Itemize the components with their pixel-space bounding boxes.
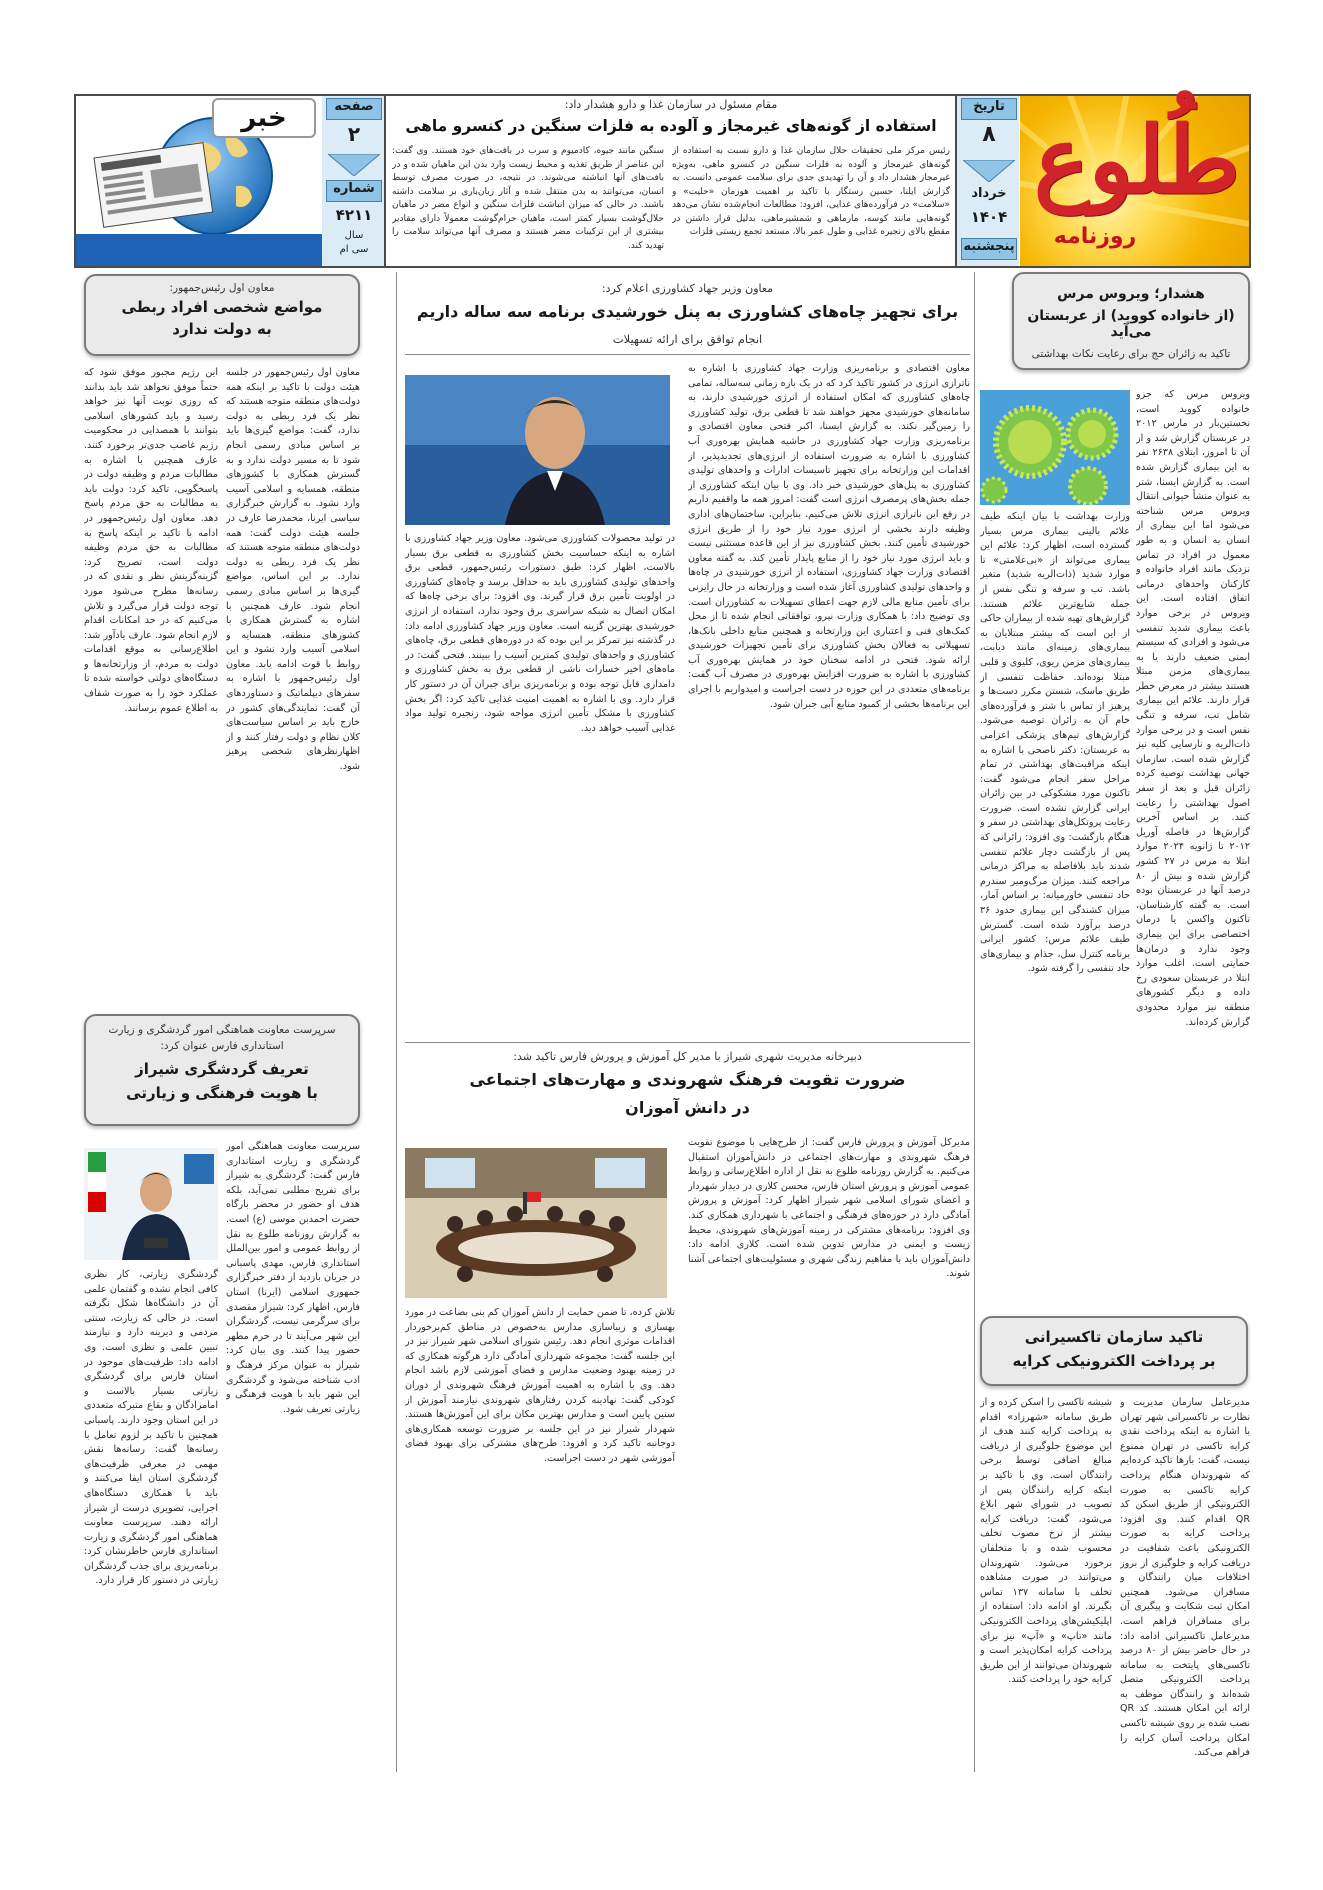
solar-subtitle: انجام توافق برای ارائه تسهیلات: [612, 332, 763, 346]
date-month: خرداد: [971, 186, 1007, 201]
education-kicker: دبیرخانه مدیریت شهری شیراز با مدیر کل آموزش و پرورش فارس تاکید شد:: [513, 1050, 862, 1063]
taxi-col-a: مدیرعامل سازمان مدیریت و نظارت بر تاکسیرانی شهر تهران با اشاره به اینکه پرداخت نقدی کرایه تاکسی در تهران ممنوع نیست، گفت: بارها تاکید کرده‌ایم که شهروندان هنگام پرداخت کرایه تاکسی به صورت الکترونیکی از طریق اسکن کد QR اقدام کنند. وی افزود: پرداخت کرایه به صورت الکترونیکی باعث شفافیت در دریافت کرایه و جلوگیری از بروز اختلافات میان رانندگان و مسافران می‌شود. همچنین امکان ثبت شکایت و پیگیری آن برای مسافران فراهم است. مدیرعامل تاکسیرانی ادامه داد: در حال حاضر بیش از ۸۰ درصد تاکسی‌های پایتخت به سامانه پرداخت الکترونیکی متصل شده‌اند و رانندگان موظف به ارائه این امکان هستند. کد QR نصب شده بر روی شیشه تاکسی امکان پرداخت آسان کرایه را فراهم می‌کند.: [1120, 1397, 1250, 1759]
meeting-photo: [405, 1148, 667, 1298]
date-year: ۱۴۰۴: [970, 208, 1008, 226]
lead-body-left: سنگین مانند جیوه، کادمیوم و سرب در بافت‌های خود هستند. وی گفت: این عناصر از طریق تغذیه و محیط زیست وارد بدن این ماهیان شده و در بافت‌های آنها انباشته می‌شوند. در نتیجه، در صورت مصرف توسط انسان، می‌توانند به بدن منتقل شده و آثار زیان‌باری بر سلامت داشته باشند. در حالی که میزان انباشت فلزات سنگین و انواع مضر در ماهیان حلال‌گوشت بسیار کمتر است، ماهیان حرام‌گوشت معمولاً دارای مقادیر بیشتری از این ترکیبات مضر هستند و مصرف آنها می‌تواند سلامت را تهدید کند.: [392, 146, 664, 251]
education-col-a: مدیرکل آموزش و پرورش فارس گفت: از طرح‌هایی با موضوع تقویت فرهنگ شهروندی و مهارت‌های اجتماعی در دانش‌آموزان استقبال می‌کنیم. به گزارش روزنامه طلوع به نقل از اداره اطلاع‌رسانی و روابط عمومی آموزش و پرورش استان فارس، محسن کلاری در دیدار شهردار و اعضای شورای اسلامی شهر شیراز اظهار کرد: آموزش و پرورش آمادگی دارد در حوزه‌های فرهنگی و اجتماعی با شهرداری همکاری کند. وی افزود: برنامه‌های مشترکی در زمینه آموزش‌های شهروندی، محیط زیست و ایمنی در مدارس تدوین شده است. کلاری ادامه داد: دانش‌آموزان باید با مفاهیم زندگی شهری و مسئولیت‌های اجتماعی آشنا شوند.: [688, 1137, 970, 1280]
education-title-line2: در دانش آموزان: [625, 1098, 750, 1117]
date-label: تاریخ: [961, 98, 1017, 120]
date-weekday: پنجشنبه: [961, 238, 1017, 260]
mers-col-b: وزارت بهداشت با بیان اینکه طیف علائم بالینی بیماری مرس بسیار گسترده است، اظهار کرد: علائم این بیماری می‌تواند از «بی‌علامتی» تا موارد شدید (ذات‌الریه شدید) متغیر باشد. تب و سرفه و تنگی نفس از جمله شایع‌ترین علائم هستند. گزارش‌های تهیه شده از بیماران حاکی از این است که بیشتر مبتلایان به بیماری‌های زمینه‌ای مانند دیابت، بیماری‌های مزمن ریوی، کلیوی و قلبی مبتلا بوده‌اند. حفاظت تنفسی از طریق ماسک، شستن مکرر دست‌ها و پرهیز از تماس با شتر و فرآورده‌های خام آن به زائران توصیه می‌شود. گزارش‌های تیم‌های پزشکی اعزامی به عربستان: دکتر ناصحی با اشاره به اینکه مراقبت‌های بهداشتی در تمام مراحل سفر انجام می‌شود گفت: تاکنون مورد مشکوکی در بین زائران ایرانی گزارش نشده است. ضرورت رعایت پروتکل‌های بهداشتی در سفر و هنگام بازگشت: وی افزود: زائرانی که پس از بازگشت دچار علائم تنفسی شدند باید بلافاصله به مراکز درمانی مراجعه کنند. میزان مرگ‌ومیر سندرم حاد تنفسی خاورمیانه: بر اساس آمار، میزان کشندگی این بیماری حدود ۳۶ درصد برآورد شده است. گسترش طیف علائم مرس: کشور ایرانی برنامه کنترل سل، جذام و بیماری‌های حاد تنفسی را گرفته شود.: [980, 511, 1130, 975]
newspaper-logo: طُلوع: [1033, 106, 1240, 214]
section-badge: [76, 96, 322, 266]
page-number: ۲: [347, 122, 361, 146]
solar-col-a: معاون اقتصادی و برنامه‌ریزی وزارت جهاد کشاورزی با اشاره به ناترازی انرژی در کشور تاکید کرد که در یک بازه زمانی سه‌ساله، تمامی چاه‌های کشاورزی که امکان استفاده از انرژی خورشیدی دارند، به سامانه‌های خورشیدی مجهز خواهند شد تا قطعی برق، تولید کشاورزی را زمین‌گیر نکند. به گزارش ایسنا، اکبر فتحی معاون اقتصادی و برنامه‌ریزی وزارت جهاد کشاورزی در حاشیه همایش بهره‌وری آب کشاورزی با اشاره به ضرورت استفاده از انرژی‌های تجدیدپذیر، از اقدامات این وزارتخانه برای تجهیز تاسیسات ادارات و واحدهای تولیدی کشاورزی به پنل‌های خورشیدی خبر داد. وی با بیان اینکه کشاورزی از جمله بخش‌های پرمصرف انرژی است گفت: امروز همه ما واقفیم داریم در رفع این ناترازی انرژی تلاش می‌کنیم. بنابراین، ساختمان‌های اداری وظیفه دارند بخشی از انرژی مورد نیاز خود را از طریق انرژی خورشیدی تأمین کنند. بخش کشاورزی نیز از این قاعده مستثنی نیست و باید انرژی مورد نیاز خود را از منابع پایدار تأمین کند. به گفته معاون اقتصادی وزارت جهاد کشاورزی، استفاده از انرژی خورشیدی در چاه‌ها و واحدهای تولیدی کشاورزی آغاز شده است و وزارتخانه در حال رایزنی برای تأمین منابع مالی لازم جهت اعطای تسهیلات به کشاورزان است. وی توضیح داد: با همکاری وزارت نیرو، توافقاتی انجام شده تا از محل کمک‌های فنی و اعتباری این وزارتخانه و همچنین منابع داخلی بانک‌ها، تسهیلاتی به فعالان بخش کشاورزی برای تأمین تجهیزات خورشیدی ارائه شود. فتحی در ادامه سخنان خود در همایش بهره‌وری آب کشاورزی با اشاره به ضرورت افزایش بهره‌وری در مصرف آب گفت: برنامه‌های متعددی در این حوزه در دست اجراست و امیدواریم با اجرای این برنامه‌ها بخشی از کمبود منابع آبی جبران شود.: [688, 363, 970, 710]
virus-image: [980, 390, 1130, 505]
taxi-col-b: شیشه تاکسی را اسکن کرده و از طریق سامانه «شهرزاد» اقدام به پرداخت کرایه کنند هدف از این موضوع جلوگیری از دریافت مبالغ اضافی توسط برخی رانندگان است. وی با تاکید بر اینکه کرایه رانندگان پس از تصویب در شورای شهر ابلاغ می‌شود، گفت: دریافت کرایه بیشتر از نرخ مصوب تخلف محسوب شده و با متخلفان برخورد می‌شود. شهروندان می‌توانند در صورت مشاهده تخلف با سامانه ۱۳۷ تماس بگیرند. او ادامه داد: استفاده از اپلیکیشن‌های پرداخت الکترونیکی مانند «تاپ» و «آپ» نیز برای پرداخت کرایه امکان‌پذیر است و شهروندان می‌توانند از این طریق کرایه خود را پرداخت کنند.: [980, 1397, 1112, 1686]
date-column: [955, 96, 1019, 266]
vp-title-line2: به دولت ندارد: [172, 320, 272, 338]
page-label: صفحه: [326, 98, 382, 120]
solar-kicker: معاون وزیر جهاد کشاورزی اعلام کرد:: [601, 282, 774, 295]
divider: [405, 354, 970, 355]
official-tourism-photo: [84, 1148, 218, 1260]
education-col-b: تلاش کرده، تا ضمن حمایت از دانش آموزان کم بنی بضاعت در مورد بهسازی و زیباسازی مدارس به‌خصوص در مناطق کم‌برخوردار اقدامات موثری انجام دهد. رئیس شورای اسلامی شهر شیراز نیز در این جلسه گفت: مجموعه شهرداری آمادگی دارد هرگونه همکاری که در زمینه بهبود وضعیت مدارس و فضای آموزشی لازم باشد انجام دهد. وی با اشاره به اهمیت آموزش فرهنگ شهروندی از دوران کودکی گفت: نهادینه کردن رفتارهای شهروندی نیازمند آموزش از سنین پایین است و مدارس بهترین مکان برای این آموزش‌ها هستند. شهردار شیراز نیز در این جلسه بر ضرورت توسعه همکاری‌های دوجانبه تاکید کرد و افزود: طرح‌های مشترکی برای بهبود فضای آموزشی شهر در دست اجراست.: [405, 1307, 675, 1464]
solar-col-c: در تولید محصولات کشاورزی می‌شود. معاون وزیر جهاد کشاورزی با اشاره به اینکه حساسیت بخش کشاورزی به قطعی برق بسیار بالاست، اظهار کرد: طبق دستورات رئیس‌جمهور، قطعی برق واحدهای تولیدی کشاورزی باید به حداقل برسد و چاه‌های کشاورزی در اولویت تأمین برق قرار گیرند. وی افزود: برای برخی چاه‌ها که امکان اتصال به شبکه سراسری برق وجود ندارد، استفاده از انرژی خورشیدی بهترین گزینه است. معاون وزیر جهاد کشاورزی ادامه داد: در گذشته نیز تمرکز بر این بوده که در دوره‌های قطعی برق، چاه‌های کشاورزی و واحدهای تولیدی کمترین آسیب را ببینند. فتحی گفت: در ماه‌های اخیر خسارات ناشی از قطعی برق به بخش کشاورزی و دامداری قابل توجه بوده و برنامه‌ریزی برای جبران آن در دستور کار قرار دارد. وی با اشاره به اهمیت امنیت غذایی تاکید کرد: اگر بخش کشاورزی با مشکل تأمین انرژی مواجه شود، زنجیره تولید مواد غذایی آسیب خواهد دید.: [405, 533, 675, 734]
tourism-col-b: گردشگری زیارتی، کار نظری کافی انجام نشده و گفتمان علمی آن در دانشگاه‌ها شکل نگرفته است. در حالی که زیارت، سنتی مردمی و دیرینه دارد و نیازمند تبیین علمی و نظری است. وی ادامه داد: ظرفیت‌های موجود در استان فارس برای گردشگری زیارتی بسیار بالاست و امامزادگان و بقاع متبرکه متعددی در این استان وجود دارند. پاسبانی همچنین با تاکید بر لزوم تعامل با رسانه‌ها گفت: رسانه‌ها نقش مهمی در معرفی ظرفیت‌های گردشگری استان ایفا می‌کنند و باید با همکاری دستگاه‌های اجرایی، تصویری درست از شیراز ارائه دهند. سرپرست معاونت هماهنگی امور گردشگری و زیارت استانداری فارس خاطرنشان کرد: برنامه‌ریزی برای جذب گردشگران زیارتی در دستور کار قرار دارد.: [84, 1269, 218, 1587]
mers-title-line2: (از خانواده کووید) از عربستان می‌آید: [1027, 308, 1235, 340]
tourism-title-box: [84, 1014, 360, 1126]
date-day: ۸: [982, 122, 996, 147]
taxi-title-line2: بر پرداخت الکترونیکی کرایه: [1012, 1352, 1216, 1370]
column-rule: [974, 272, 975, 1772]
issue-label: شماره: [326, 180, 382, 202]
mers-subtitle: تاکید به زائران حج برای رعایت نکات بهداشتی: [1031, 348, 1231, 360]
newspaper-logo-sub: روزنامه: [1053, 224, 1137, 249]
tourism-title-line2: با هویت فرهنگی و زیارتی: [126, 1084, 318, 1102]
tourism-col-a: سرپرست معاونت هماهنگی امور گردشگری و زیارت استانداری فارس گفت: گردشگری به شیراز برای تفریح مطلبی نمی‌آید، بلکه هدف او حضور در محضر بارگاه حضرت احمدبن موسی (ع) است. به گزارش روزنامه طلوع به نقل از روابط عمومی و امور بین‌الملل استانداری فارس، مهدی پاسبانی در جریان بازدید از دفتر خبرگزاری جمهوری اسلامی (ایرنا) استان فارس، اظهار کرد: شیراز مقصدی برای سرگرمی نیست، گردشگران این شهر می‌آیند تا در حرم مطهر حضور پیدا کنند. وی بیان کرد: شیراز به عنوان مرکز فرهنگ و ادب شناخته می‌شود و گردشگری این شهر باید با هویت فرهنگی و زیارتی تعریف شود.: [226, 1141, 360, 1415]
taxi-title-box: [980, 1316, 1248, 1386]
volume-value: سی ام: [339, 244, 369, 255]
lead-kicker: مقام مسئول در سازمان غذا و دارو هشدار داد:: [564, 98, 778, 111]
vp-title-box: [84, 274, 360, 356]
mers-title-box: [1012, 272, 1250, 370]
divider: [405, 1042, 970, 1043]
page-column: [322, 96, 386, 266]
vp-col-a: معاون اول رئیس‌جمهور در جلسه هیئت دولت با تاکید بر اینکه همه دولت‌های منطقه متوجه هستند که نظر یک فرد ربطی به دولت ندارد، گفت: مواضع گیری‌ها باید بر اساس مبادی رسمی انجام شود تا به مسیر دولت ندارد و به گسترش همکاری با کشورهای منطقه، همسایه و اسلامی آسیب وارد نشود. به گزارش خبرگزاری سیاسی ایرنا، محمدرضا عارف در جلسه هیئت دولت گفت: همه دولت‌های منطقه متوجه هستند که نظر یک فرد ربطی به دولت ندارد. بر این اساس، مواضع گیری‌ها بر اساس مبادی رسمی انجام شود. عارف همچنین با اشاره به گسترش همکاری با کشورهای منطقه، همسایه و اسلامی آسیب وارد نشود و این روابط با قوت ادامه یابد. معاون اول رئیس‌جمهور با اشاره به سفرهای دیپلماتیک و دستاوردهای آن گفت: نمایندگی‌های کشور در خارج باید بر اساس سیاست‌های کلان نظام و دولت رفتار کنند و از اظهارنظرهای شخصی پرهیز شود.: [226, 367, 360, 773]
issue-number: ۴۲۱۱: [335, 206, 373, 224]
tourism-title-line1: تعریف گردشگری شیراز: [135, 1060, 309, 1078]
volume-label: سال: [344, 230, 364, 241]
section-title: خبر: [212, 98, 316, 138]
vp-title-line1: مواضع شخصی افراد ربطی: [121, 298, 323, 316]
taxi-title-line1: تاکید سازمان تاکسیرانی: [1024, 1328, 1204, 1346]
tourism-kicker-line1: سرپرست معاونت هماهنگی امور گردشگری و زیارت: [108, 1024, 336, 1036]
column-rule: [396, 272, 397, 1772]
lead-body-right: رئیس مرکز ملی تحقیقات حلال سازمان غذا و دارو نسبت به استفاده از گونه‌های غیرمجاز و آلوده به فلزات سنگین در کنسرو ماهی، به‌ویژه غیرمجاز هشدار داد و آن را تهدیدی جدی برای سلامت عمومی دانست. به گزارش ایلنا، حسین رستگار با تاکید بر اهمیت هوزمان «حلیت» و «سلامت» در فرآورده‌های غذایی، افزود: مطالعات انجام‌شده نشان می‌دهد گونه‌هایی مانند کوسه، مارماهی و شمشیرماهی، بدلیل قرار داشتن در مقطع بالای زنجیره غذایی و طول عمر بالا، مستعد تجمع زیستی فلزات: [672, 146, 950, 237]
official-portrait-photo: [405, 375, 670, 525]
mers-col-a: ویروس مرس که جزو خانواده کووید است، نخستین‌بار در مارس ۲۰۱۲ در عربستان گزارش شد و از آن تا امروز، ابتلای ۲۶۳۸ نفر به این بیماری گزارش شده است. به گزارش ایسنا، شتر به عنوان منشأ حیوانی انتقال ویروس مرس شناخته می‌شود اما این بیماری از انسان به انسان و به طور معمول در افراد در تماس نزدیک مانند افراد خانواده و کارکنان واحدهای درمانی اتفاق افتاده است. این ویروس در برخی موارد باعث بیماری شدید تنفسی می‌شود و افرادی که سیستم ایمنی ضعیف دارند یا به بیماری‌های مزمن مبتلا هستند بیشتر در معرض خطر قرار دارند. علائم این بیماری شامل تب، سرفه و تنگی نفس است و در برخی موارد ذات‌الریه و نارسایی کلیه نیز گزارش شده است. سازمان جهانی بهداشت توصیه کرده زائران قبل و بعد از سفر اصول بهداشتی را رعایت کنند. بر اساس آخرین گزارش‌ها در فاصله آوریل ۲۰۱۲ تا ژانویه ۲۰۲۴ موارد ابتلا به مرس در ۲۷ کشور گزارش شده و بیش از ۸۰ درصد آنها در عربستان بوده است. به گفته کارشناسان، تاکنون واکسن یا درمان اختصاصی برای این بیماری وجود ندارد و درمان‌ها حمایتی است. اغلب موارد ابتلا در عربستان سعودی رخ داده و دیگر کشورهای منطقه نیز موارد محدودی گزارش کرده‌اند.: [1136, 389, 1250, 1028]
solar-title: برای تجهیز چاه‌های کشاورزی به پنل خورشیدی برنامه سه ساله داریم: [416, 302, 959, 321]
vp-kicker: معاون اول رئیس‌جمهور:: [169, 282, 275, 294]
mers-title-line1: هشدار؛ ویروس مرس: [1057, 286, 1205, 302]
vp-col-b: این رژیم مجبور موفق شود که حتماً موفق نخواهد شد باید بدانند که روزی نوبت آنها نیز خواهد رسید و باید کشورهای اسلامی بتوانند با همصدایی در محکومیت رژیم غاصب جدی‌تر برخورد کنند. عارف همچنین با اشاره به مطالبات مردم و وظیفه دولت در پاسخگویی، تاکید کرد: دولت باید به مطالبات به حق مردم پاسخ دهد. معاون اول رئیس‌جمهور در ادامه با تاکید بر اینکه پاسخ به مطالبات به حق مردم وظیفه دولت است، تصریح کرد: گزینه‌گزینش نظر و نقدی که در رسانه‌ها مطرح می‌شود مورد توجه دولت قرار می‌گیرد و تلاش می‌کنیم که در حد امکانات اقدام لازم انجام شود. عارف یادآور شد: اطلاع‌رسانی به موقع اقدامات دولت به مردم، از وزارتخانه‌ها و دستگاه‌های دولتی خواسته شده تا عملکرد خود را به صورت شفاف به اطلاع عموم برسانند.: [84, 367, 218, 714]
chevron-down-icon: [963, 160, 1015, 182]
tourism-kicker-line2: استانداری فارس عنوان کرد:: [160, 1040, 284, 1052]
lead-title: استفاده از گونه‌های غیرمجاز و آلوده به فلزات سنگین در کنسرو ماهی: [405, 117, 937, 135]
chevron-down-icon: [328, 154, 380, 176]
education-title-line1: ضرورت تقویت فرهنگ شهروندی و مهارت‌های اجتماعی: [469, 1070, 906, 1089]
